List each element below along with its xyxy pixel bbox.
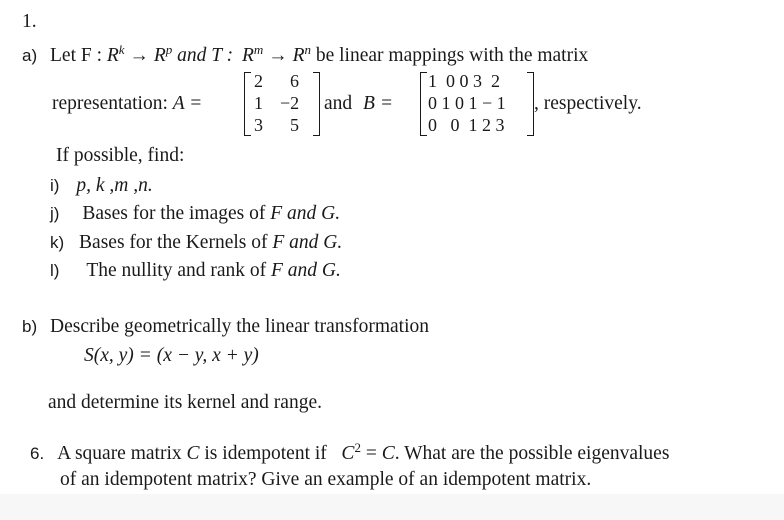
find-intro: If possible, find: xyxy=(56,145,185,166)
item-text-italic: F and G. xyxy=(272,232,343,253)
matrix-b-row: 0 1 0 1 − 1 xyxy=(428,93,506,113)
line1-suffix: be linear mappings with the matrix xyxy=(310,45,589,66)
footer-band xyxy=(0,494,784,520)
question-6-line2: of an idempotent matrix? Give an example of an idempotent matrix. xyxy=(60,469,592,490)
item-j xyxy=(50,204,340,224)
matrix-b-row: 0 0 1 2 3 xyxy=(428,115,505,135)
item-text-italic: F and G. xyxy=(271,260,341,281)
matrix-a-cell: 2 xyxy=(254,71,263,91)
b-equals: B = xyxy=(363,93,393,114)
respectively-text: , respectively. xyxy=(534,93,642,114)
r-symbol: R xyxy=(292,45,305,66)
question-6-line1 xyxy=(30,440,670,464)
item-text: Bases for the images of xyxy=(82,203,271,224)
matrix-a-cell: −2 xyxy=(280,93,300,113)
q6-text-c: . What are the possible eigenvalues xyxy=(394,443,670,464)
part-a-label: a) xyxy=(22,46,38,65)
r-symbol: R xyxy=(106,45,119,66)
matrix-a-cell: 1 xyxy=(254,93,263,113)
matrix-b-left-bracket xyxy=(420,72,427,136)
item-l xyxy=(50,261,341,281)
representation-label: representation: xyxy=(52,93,173,114)
part-b-tail: and determine its kernel and range. xyxy=(48,392,322,413)
let-f-text: Let F : xyxy=(50,45,107,66)
a-equals: A = xyxy=(172,93,203,114)
q6-number: 6. xyxy=(30,444,45,463)
n-exponent: n xyxy=(304,42,311,57)
item-text: Bases for the Kernels of xyxy=(79,232,273,253)
item-label: l) xyxy=(50,261,60,280)
matrix-a-cell: 6 xyxy=(290,71,299,91)
c-symbol: C xyxy=(341,443,355,464)
matrix-b xyxy=(420,72,534,136)
part-b-formula: S(x, y) = (x − y, x + y) xyxy=(84,345,259,366)
item-text: p, k ,m ,n. xyxy=(76,175,153,196)
matrix-a xyxy=(244,72,320,136)
arrow: → xyxy=(263,45,293,66)
r-symbol: R xyxy=(153,45,166,66)
and-b-equals xyxy=(324,94,393,114)
part-b-line xyxy=(22,317,429,337)
part-b-text: Describe geometrically the linear transformation xyxy=(50,316,430,337)
item-k xyxy=(50,233,342,253)
matrix-a-cell: 3 xyxy=(254,115,263,135)
representation-line xyxy=(52,94,202,114)
part-a-line1 xyxy=(22,42,589,66)
matrix-b-right-bracket xyxy=(527,72,534,136)
item-text-italic: F and G. xyxy=(270,203,341,224)
part-b-label: b) xyxy=(22,317,38,336)
and-t-text: and T : xyxy=(172,45,238,66)
matrix-a-cell: 5 xyxy=(290,115,299,135)
item-label: i) xyxy=(50,176,60,195)
matrix-a-right-bracket xyxy=(313,72,320,136)
arrow: → xyxy=(124,45,154,66)
question-number: 1. xyxy=(22,11,37,32)
matrix-a-left-bracket xyxy=(244,72,251,136)
r-symbol: R xyxy=(242,45,254,66)
item-label: j) xyxy=(50,204,60,223)
q6-text-b: is idempotent if xyxy=(199,443,342,464)
c-symbol: C xyxy=(381,443,395,464)
item-i xyxy=(50,176,153,196)
and-word: and xyxy=(324,93,358,114)
item-text: The nullity and rank of xyxy=(86,260,271,281)
k-exponent: k xyxy=(118,42,125,57)
m-exponent: m xyxy=(253,42,264,57)
matrix-b-row: 1 0 0 3 2 xyxy=(428,71,500,91)
q6-text-a: A square matrix xyxy=(57,443,187,464)
item-label: k) xyxy=(50,233,65,252)
squared-exponent: 2 xyxy=(354,440,361,455)
p-exponent: p xyxy=(165,42,173,57)
equals-sign: = xyxy=(360,443,382,464)
c-symbol: C xyxy=(186,443,200,464)
